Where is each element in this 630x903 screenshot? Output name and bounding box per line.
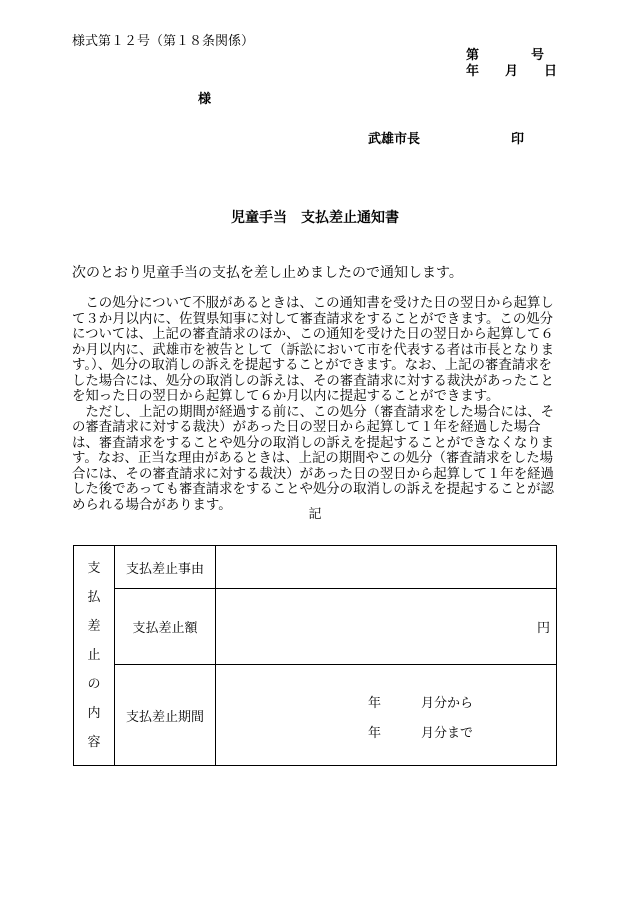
period-from — [368, 692, 473, 711]
appeal-paragraph-1: この処分について不服があるときは、この通知書を受けた日の翌日から起算して３か月以内に、佐賀県知事に対して審査請求をすることができます。この処分については、上記の審査請求のほか、この通知を受けた日の翌日から起算して６か月以内に、武雄市を被告として（訴訟において市を代表する者は市長となります。）、処分の取消しの訴えを提起することができます。なお、上記の審査請求をした場合には、処分の取消しの訴えは、その審査請求に対する裁決があったことを知った日の翌日から起算して６か月以内に提起することができます。 — [72, 296, 555, 404]
period-to-year: 年 — [368, 726, 382, 741]
intro-text: 次のとおり児童手当の支払を差し止めましたので通知します。 — [72, 265, 463, 281]
appeal-notice — [72, 296, 560, 513]
vertical-char: 支 — [87, 561, 101, 576]
period-value-field[interactable] — [216, 665, 557, 766]
issuer-seal: 武雄市長 印 — [368, 132, 525, 147]
period-from-year: 年 — [368, 696, 382, 711]
vertical-char: 差 — [87, 619, 101, 634]
vertical-char: 容 — [87, 735, 101, 750]
form-number: 様式第１２号（第１８条関係） — [72, 34, 255, 49]
reason-value-field[interactable] — [216, 546, 557, 589]
document-title: 児童手当 支払差止通知書 — [231, 210, 399, 226]
period-from-month: 月分から — [421, 696, 474, 711]
vertical-char: 内 — [87, 706, 101, 721]
vertical-char: 止 — [87, 648, 101, 663]
period-label: 支払差止期間 — [115, 665, 216, 766]
period-to-month: 月分まで — [421, 726, 474, 741]
appeal-paragraph-2: ただし、上記の期間が経過する前に、この処分（審査請求をした場合には、その審査請求に対する裁決）があった日の翌日から起算して１年を経過した場合は、審査請求をすることや処分の取消しの訴えを提起することができなくなります。なお、正当な理由があるときは、上記の期間やこの処分（審査請求をした場合には、その審査請求に対する裁決）があった日の翌日から起算して１年を経過した後であっても審査請求をすることや処分の取消しの訴えを提起することが認められる場合があります。 — [72, 404, 555, 513]
document-number: 第 号 — [466, 48, 545, 63]
addressee: 様 — [198, 92, 212, 107]
reason-label: 支払差止事由 — [115, 546, 216, 589]
vertical-label-cell — [74, 546, 115, 766]
period-to — [368, 722, 473, 741]
issue-date: 年 月 日 — [466, 64, 558, 79]
yen-unit: 円 — [536, 621, 550, 636]
amount-value-field[interactable] — [216, 589, 557, 665]
amount-label: 支払差止額 — [115, 589, 216, 665]
suspension-detail-table — [73, 545, 557, 766]
vertical-char: 払 — [87, 590, 101, 605]
ki-heading: 記 — [308, 507, 322, 522]
vertical-char: の — [87, 677, 101, 692]
